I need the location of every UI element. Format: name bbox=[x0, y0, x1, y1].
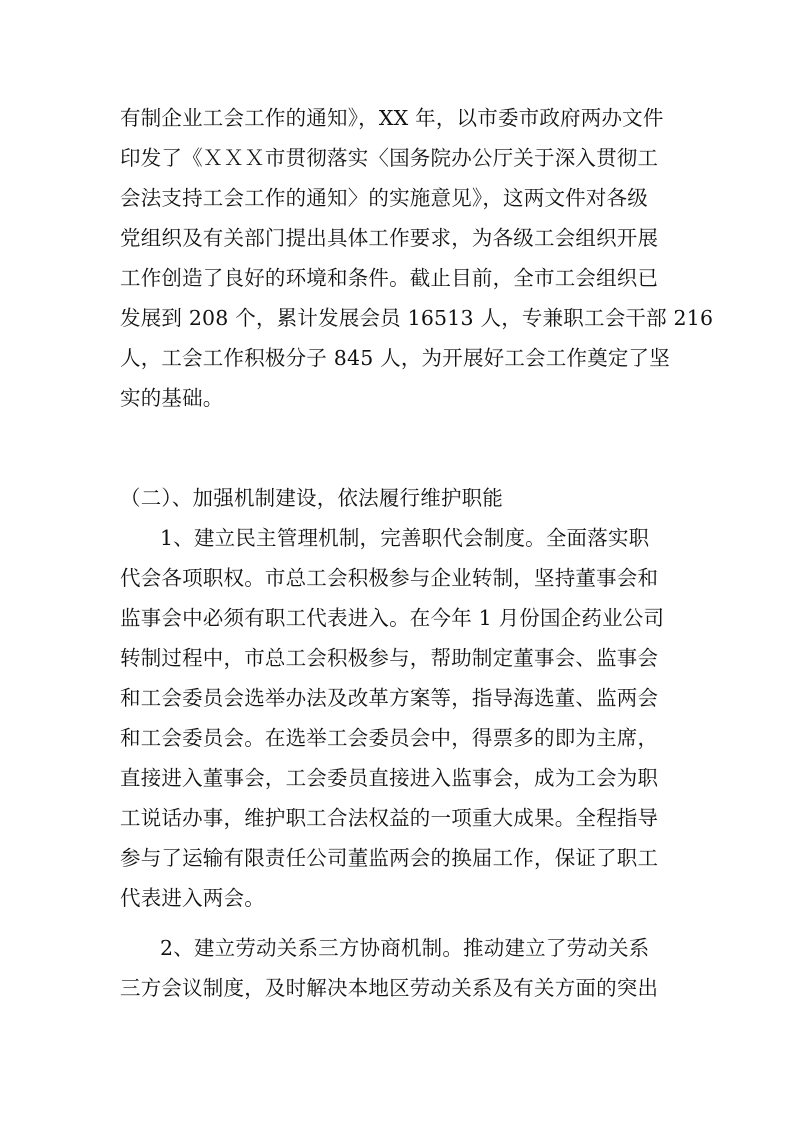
text-line: 人，工会工作积极分子 845 人，为开展好工会工作奠定了坚 bbox=[120, 346, 670, 370]
text-line: 和工会委员会。在选举工会委员会中，得票多的即为主席， bbox=[120, 726, 659, 750]
text-line: 会法支持工会工作的通知〉的实施意见》，这两文件对各级 bbox=[120, 186, 648, 210]
text-line: 参与了运输有限责任公司董监两会的换届工作，保证了职工 bbox=[120, 846, 659, 870]
text-line: 监事会中必须有职工代表进入。在今年 1 月份国企药业公司 bbox=[120, 606, 665, 630]
text-line: 工作创造了良好的环境和条件。截止目前，全市工会组织已 bbox=[120, 266, 659, 290]
text-line: 三方会议制度，及时解决本地区劳动关系及有关方面的突出 bbox=[120, 976, 659, 1000]
text-line: 党组织及有关部门提出具体工作要求，为各级工会组织开展 bbox=[120, 226, 659, 250]
text-line: 转制过程中，市总工会积极参与，帮助制定董事会、监事会 bbox=[120, 646, 659, 670]
text-line: 印发了《ＸＸＸ市贯彻落实〈国务院办公厅关于深入贯彻工 bbox=[120, 146, 659, 170]
text-line: 实的基础。 bbox=[120, 386, 224, 410]
text-line: 发展到 208 个，累计发展会员 16513 人，专兼职工会干部 216 bbox=[120, 306, 714, 330]
text-line: 代会各项职权。市总工会积极参与企业转制，坚持董事会和 bbox=[120, 566, 659, 590]
item-heading: 1、建立民主管理机制，完善职代会制度。全面落实职 bbox=[160, 526, 650, 550]
text-line: 直接进入董事会，工会委员直接进入监事会，成为工会为职 bbox=[120, 766, 659, 790]
section-heading: （二）、加强机制建设，依法履行维护职能 bbox=[120, 486, 504, 510]
text-line: 代表进入两会。 bbox=[120, 886, 265, 910]
text-line: 工说话办事，维护职工合法权益的一项重大成果。全程指导 bbox=[120, 806, 659, 830]
item-heading: 2、建立劳动关系三方协商机制。推动建立了劳动关系 bbox=[160, 936, 650, 960]
text-line: 和工会委员会选举办法及改革方案等，指导海选董、监两会 bbox=[120, 686, 659, 710]
text-line: 有制企业工会工作的通知》，XX 年，以市委市政府两办文件 bbox=[120, 106, 664, 130]
